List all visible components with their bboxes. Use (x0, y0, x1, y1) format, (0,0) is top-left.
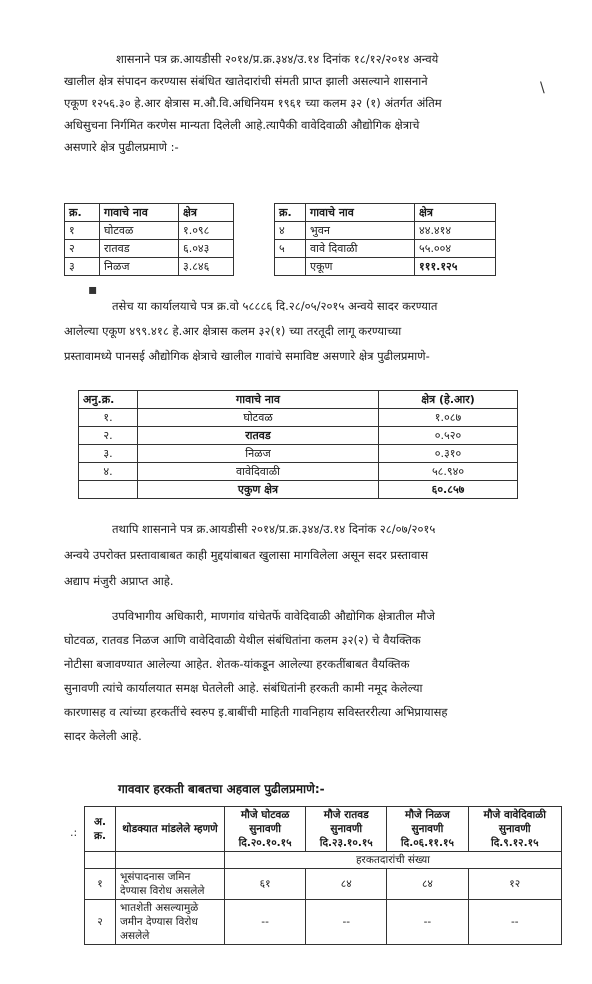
col-header-village (225, 807, 306, 852)
cell (85, 852, 116, 869)
paragraph-line: अद्याप मंजुरी अप्राप्त आहे. (64, 574, 174, 588)
village-name: मौजे घोटवळ (240, 809, 290, 821)
col-header: क्र. (275, 204, 306, 222)
cell: १२ (468, 869, 561, 900)
paragraph-3 (64, 516, 522, 594)
table-header-row (65, 204, 234, 222)
col-header-village (468, 807, 561, 852)
paragraph-line: प्रस्तावामध्ये पानसई औद्योगिक क्षेत्राचे खालील गावांचे समाविष्ट असणारे क्षेत्र पुढीलप्रमाणे- (64, 349, 430, 363)
cell: ५८.९४० (379, 463, 518, 481)
paragraph-line: अधिसुचना निर्गमित करणेस मान्यता दिलेली आहे.त्यापैकी वावेदिवाळी औद्योगिक क्षेत्राचे (64, 118, 420, 132)
hearing-label: सुनावणी (411, 823, 444, 835)
table-row (275, 240, 496, 258)
col-header-reason: थोडक्यात मांडलेले म्हणणे (116, 807, 225, 852)
margin-mark: .: (70, 826, 78, 839)
cell: ०.५२० (379, 427, 518, 445)
cell: ८४ (306, 869, 387, 900)
table-total-row (275, 258, 496, 276)
col-header: क्षेत्र (हे.आर) (379, 391, 518, 409)
total-label: एकुण क्षेत्र (138, 481, 379, 499)
total-value: १११.१२५ (415, 258, 496, 276)
village-name: मौजे निळज (405, 809, 450, 821)
section-heading: गाववार हरकती बाबतचा अहवाल पुढीलप्रमाणे:- (118, 782, 325, 796)
paragraph-line: आलेल्या एकूण ४९९.४१८ हे.आर क्षेत्रास कलम ३२(१) च्या तरतूदी लागू करण्याच्या (64, 324, 402, 338)
cell: -- (306, 900, 387, 945)
table-subheader-row (85, 852, 562, 869)
cell: निळज (100, 258, 179, 276)
cell (79, 481, 138, 499)
cell: ५५.००४ (415, 240, 496, 258)
cell: १.०९८ (179, 222, 234, 240)
table-village-area-2 (274, 203, 496, 276)
table-header-row (85, 807, 562, 852)
cell: ४. (79, 463, 138, 481)
cell: निळज (138, 445, 379, 463)
col-header: गावाचे नाव (306, 204, 415, 222)
paragraph-line: सादर केलेली आहे. (64, 729, 142, 743)
hearing-date: दि.२३.१०.१५ (319, 837, 373, 849)
cell: १ (65, 222, 100, 240)
hearing-label: सुनावणी (249, 823, 281, 835)
col-header: क्षेत्र (179, 204, 234, 222)
subheader-label: हरकतदारांची संख्या (225, 852, 562, 869)
cell: ३. (79, 445, 138, 463)
paragraph-2 (64, 294, 522, 369)
hearing-date: दि.०६.११.१५ (400, 837, 454, 849)
paragraph-4 (64, 604, 522, 748)
cell (116, 852, 225, 869)
cell: २. (79, 427, 138, 445)
col-header: गावाचे नाव (138, 391, 379, 409)
col-header: क्र. (65, 204, 100, 222)
table-row (79, 463, 518, 481)
cell: -- (225, 900, 306, 945)
paragraph-line: कारणासह व त्यांच्या हरकतींचे स्वरुप इ.बाबींची माहिती गावनिहाय सविस्तररीत्या अभिप्रायासह (64, 705, 448, 719)
table-row (275, 222, 496, 240)
cell: -- (468, 900, 561, 945)
cell: ६१ (225, 869, 306, 900)
table-header-row (79, 391, 518, 409)
col-header-village (387, 807, 468, 852)
cell: ३.८४६ (179, 258, 234, 276)
margin-mark: ▪ (88, 282, 98, 298)
col-header: गावाचे नाव (100, 204, 179, 222)
table-row (85, 869, 562, 900)
table-row (85, 900, 562, 945)
table-row (65, 222, 234, 240)
paragraph-line: तसेच या कार्यालयाचे पत्र क्र.वो ५८८८६ दि.२८/०५/२०१५ अन्वये सादर करण्यात (112, 299, 438, 313)
paragraph-line: असणारे क्षेत्र पुढीलप्रमाणे :- (64, 140, 179, 154)
paragraph-line: सुनावणी त्यांचे कार्यालयात समक्ष घेतलेली आहे. संबंधितांनी हरकती कामी नमूद केलेल्या (64, 681, 423, 695)
cell: ४ (275, 222, 306, 240)
cell: वावेदिवाळी (138, 463, 379, 481)
paragraph-line: नोटीसा बजावण्यात आलेल्या आहेत. शेतक-यांकडून आलेल्या हरकतींबाबत वैयक्तिक (64, 657, 410, 671)
cell: १. (79, 409, 138, 427)
paragraph-line: शासनाने पत्र क्र.आयडीसी २०१४/प्र.क्र.३४४/उ.१४ दिनांक १८/१२/२०१४ अन्वये (116, 52, 439, 66)
col-header: क्षेत्र (415, 204, 496, 222)
cell: रातवड (100, 240, 179, 258)
paragraph-line: अन्वये उपरोक्त प्रस्तावाबाबत काही मुद्दयांबाबत खुलासा मागविलेला असून सदर प्रस्तावास (64, 548, 429, 562)
table-row (79, 427, 518, 445)
paragraph-line: घोटवळ, रातवड निळज आणि वावेदिवाळी येथील संबंधितांना कलम ३२(२) चे वैयक्तिक (64, 633, 421, 647)
col-header-village (306, 807, 387, 852)
cell: २ (85, 900, 116, 945)
paragraph-line: उपविभागीय अधिकारी, माणगांव यांचेतर्फे वावेदिवाळी औद्योगिक क्षेत्रातील मौजे (112, 609, 435, 623)
table-row (79, 445, 518, 463)
village-name: मौजे वावेदिवाळी (483, 809, 546, 821)
col-header-no: अ. क्र. (85, 807, 116, 852)
hearing-label: सुनावणी (498, 823, 531, 835)
cell: ६.०४३ (179, 240, 234, 258)
hearing-date: दि.२०.१०.१५ (238, 837, 292, 849)
cell: १.०८७ (379, 409, 518, 427)
table-total-row (79, 481, 518, 499)
col-header: अनु.क्र. (79, 391, 138, 409)
paragraph-1 (64, 48, 522, 158)
cell: ५ (275, 240, 306, 258)
cell: ०.३१० (379, 445, 518, 463)
cell: घोटवळ (100, 222, 179, 240)
table-header-row (275, 204, 496, 222)
cell: १ (85, 869, 116, 900)
cell: ८४ (387, 869, 468, 900)
paragraph-line: एकूण १२५६.३० हे.आर क्षेत्रास म.औ.वि.अधिनियम १९६१ च्या कलम ३२ (१) अंतर्गत अंतिम (64, 96, 442, 110)
cell: रातवड (138, 427, 379, 445)
cell: ३ (65, 258, 100, 276)
paragraph-line: खालील क्षेत्र संपादन करण्यास संबंधित खातेदारांची संमती प्राप्त झाली असल्याने शासनाने (64, 74, 428, 88)
cell (275, 258, 306, 276)
table-objections-report (84, 806, 562, 945)
cell: भातशेती असल्यामुळे जमीन देण्यास विरोध असलेले (116, 900, 225, 945)
paragraph-line: तथापि शासनाने पत्र क्र.आयडीसी २०१४/प्र.क्र.३४४/उ.१४ दिनांक २८/०७/२०१५ (112, 522, 436, 536)
table-row (65, 258, 234, 276)
cell: वावे दिवाळी (306, 240, 415, 258)
cell: २ (65, 240, 100, 258)
cell: ४४.४१४ (415, 222, 496, 240)
table-village-area-1 (64, 203, 234, 276)
cell: भूसंपादनास जमिन देण्यास विरोध असलेले (116, 869, 225, 900)
cell: भुवन (306, 222, 415, 240)
cell: घोटवळ (138, 409, 379, 427)
table-row (79, 409, 518, 427)
total-value: ६०.८५७ (379, 481, 518, 499)
total-label: एकूण (306, 258, 415, 276)
margin-mark: \ (540, 80, 545, 96)
table-village-area-3 (78, 390, 518, 499)
hearing-date: दि.९.१२.१५ (490, 837, 539, 849)
village-name: मौजे रातवड (323, 809, 369, 821)
hearing-label: सुनावणी (330, 823, 363, 835)
cell: -- (387, 900, 468, 945)
table-row (65, 240, 234, 258)
